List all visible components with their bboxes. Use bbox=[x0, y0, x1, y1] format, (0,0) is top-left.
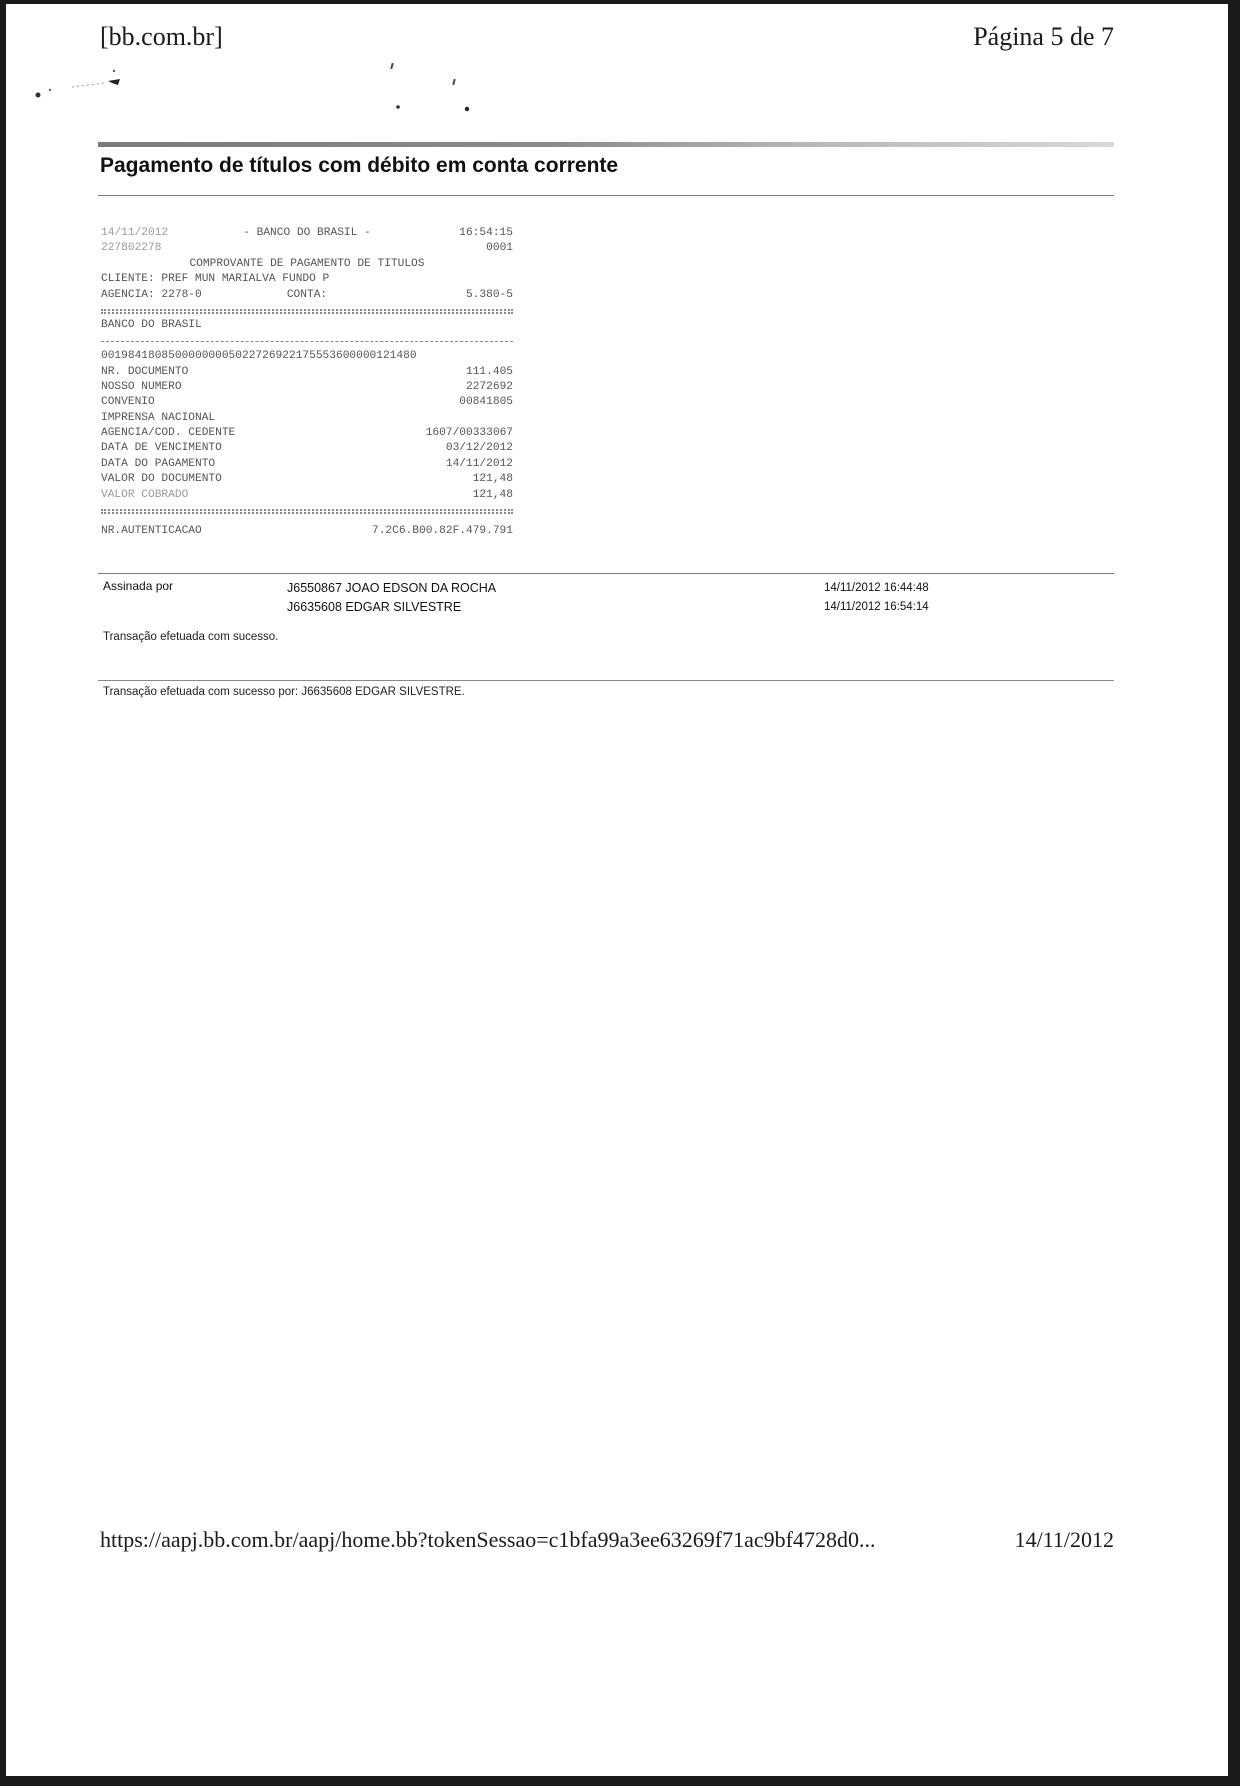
receipt-row bbox=[101, 426, 513, 441]
receipt-barcode: 00198418085000000005022726922175553600000121480 bbox=[101, 350, 417, 363]
receipt-row-label: NOSSO NUMERO bbox=[101, 380, 182, 393]
receipt-client: CLIENTE: PREF MUN MARIALVA FUNDO P bbox=[101, 273, 330, 286]
receipt-row bbox=[101, 488, 513, 503]
signer-names bbox=[287, 579, 496, 617]
receipt-beneficiary: IMPRENSA NACIONAL bbox=[101, 411, 216, 424]
receipt-row bbox=[101, 395, 513, 410]
receipt-row-label: CONVENIO bbox=[101, 396, 155, 409]
receipt-terminal-line bbox=[101, 241, 513, 256]
receipt-row-value: 121,48 bbox=[472, 488, 513, 501]
receipt-row-label: VALOR DO DOCUMENTO bbox=[101, 473, 222, 486]
receipt-header-line bbox=[101, 226, 513, 241]
receipt-row-label: NR. DOCUMENTO bbox=[101, 365, 189, 378]
receipt-row bbox=[101, 457, 513, 472]
footer-date: 14/11/2012 bbox=[1014, 1527, 1114, 1552]
receipt-row-value: 03/12/2012 bbox=[445, 442, 513, 455]
receipt-row-label: DATA DO PAGAMENTO bbox=[101, 457, 216, 470]
title-rule bbox=[98, 195, 1114, 196]
signed-by-label: Assinada por bbox=[103, 579, 174, 593]
header-page-indicator: Página 5 de 7 bbox=[973, 22, 1114, 51]
receipt-dash-separator bbox=[101, 334, 513, 349]
receipt-double-separator bbox=[101, 303, 513, 318]
receipt-terminal-seq: 0001 bbox=[486, 242, 513, 255]
status-by-message: Transação efetuada com sucesso por: J6635608 EDGAR SILVESTRE. bbox=[103, 686, 465, 698]
signer-name: J6635608 EDGAR SILVESTRE bbox=[287, 600, 462, 614]
signer-datetime: 14/11/2012 16:54:14 bbox=[824, 601, 929, 613]
receipt-row-value: 00841805 bbox=[459, 396, 513, 409]
receipt-row-value: 1607/00333067 bbox=[425, 427, 513, 440]
receipt-row-label: DATA DE VENCIMENTO bbox=[101, 442, 222, 455]
receipt-agency-line bbox=[101, 288, 513, 303]
receipt-row-label: AGENCIA/COD. CEDENTE bbox=[101, 427, 236, 440]
payment-receipt bbox=[101, 226, 513, 540]
receipt-account-value: 5.380-5 bbox=[465, 288, 513, 301]
signer-name: J6550867 JOAO EDSON DA ROCHA bbox=[287, 581, 497, 595]
receipt-auth-line bbox=[101, 524, 513, 539]
footer-rule bbox=[98, 680, 1114, 681]
receipt-bank-header: - BANCO DO BRASIL - bbox=[243, 227, 371, 239]
top-rule bbox=[98, 142, 1114, 147]
receipt-row-value: 121,48 bbox=[472, 473, 513, 486]
receipt-date: 14/11/2012 bbox=[101, 227, 169, 239]
receipt-terminal-code: 227802278 bbox=[101, 242, 162, 255]
receipt-auth-value: 7.2C6.B00.82F.479.791 bbox=[372, 525, 513, 538]
signature-rule bbox=[98, 573, 1114, 574]
status-message: Transação efetuada com sucesso. bbox=[103, 631, 279, 643]
receipt-row-value: 14/11/2012 bbox=[445, 457, 513, 470]
receipt-row bbox=[101, 380, 513, 395]
receipt-row-value: 2272692 bbox=[466, 380, 513, 393]
signer-dates bbox=[824, 579, 929, 617]
receipt-account-label: CONTA: bbox=[286, 288, 328, 301]
receipt-row-value: 111.405 bbox=[466, 365, 513, 378]
footer-url: https://aapj.bb.com.br/aapj/home.bb?tokenSessao=c1bfa99a3ee63269f71ac9bf4728d0... bbox=[100, 1527, 876, 1552]
header-site: [bb.com.br] bbox=[100, 22, 223, 51]
receipt-row bbox=[101, 441, 513, 456]
receipt-row-label: VALOR COBRADO bbox=[101, 488, 189, 501]
receipt-agency: AGENCIA: 2278-0 bbox=[101, 288, 202, 301]
receipt-bank-name: BANCO DO BRASIL bbox=[101, 319, 202, 332]
receipt-row bbox=[101, 472, 513, 487]
receipt-row bbox=[101, 365, 513, 380]
receipt-heading: COMPROVANTE DE PAGAMENTO DE TITULOS bbox=[189, 257, 425, 270]
scanned-page bbox=[6, 4, 1228, 1776]
receipt-time: 16:54:15 bbox=[459, 227, 513, 239]
receipt-double-separator bbox=[101, 503, 513, 518]
scan-specks bbox=[26, 59, 486, 119]
page-title: Pagamento de títulos com débito em conta corrente bbox=[100, 154, 619, 177]
signer-datetime: 14/11/2012 16:44:48 bbox=[824, 582, 929, 594]
receipt-auth-label: NR.AUTENTICACAO bbox=[101, 525, 202, 538]
